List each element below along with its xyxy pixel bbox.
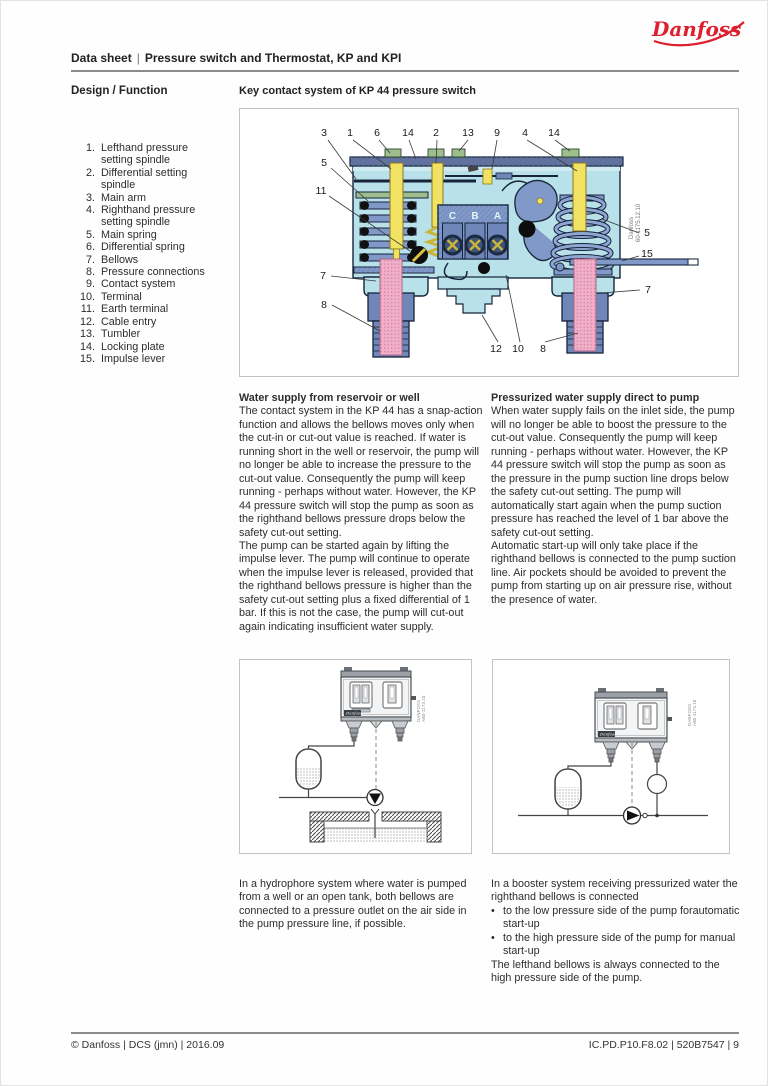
paragraph: The contact system in the KP 44 has a snap-action function and allows the bellows moves only when the cut-in or cut-out value is reached. If water is running short in the well or reservoir, the pump will no longer be able to increase the pressure to the cut-out value. Consequently the pump will keep running - perhaps without water. However, the KP 44 pressure switch will stop the pump as soon as the righthand bellows pressure drops below the safety cut-out setting. [239, 405, 483, 539]
callout-label: 7 [645, 284, 651, 296]
part-num: 15. [79, 352, 95, 365]
figure-hydrophore [239, 659, 472, 854]
header-rule [71, 70, 739, 72]
column-reservoir [239, 392, 483, 634]
caption-hydrophore [239, 878, 483, 932]
part-label: Locking plate [101, 340, 165, 353]
part-row [71, 142, 241, 167]
bullet-text: to the high pressure side of the pump for manual start-up [503, 931, 736, 958]
pump-icon [367, 790, 383, 806]
part-row [71, 241, 241, 253]
cable-entry [447, 289, 500, 313]
part-label: Differential setting spindle [101, 166, 188, 192]
part-row [71, 167, 241, 192]
part-row [71, 192, 241, 204]
danfoss-logo-text: Danfoss [652, 17, 742, 41]
pressure-tank [296, 749, 321, 798]
bullet-text: to the low pressure side of the pump forautomatic start-up [503, 904, 740, 931]
part-row [71, 204, 241, 229]
callout-label: 3 [321, 127, 327, 139]
column-heading: Pressurized water supply direct to pump [491, 392, 700, 404]
svg-text:DANFOSS: DANFOSS [416, 699, 421, 722]
part-label: Main spring [101, 228, 157, 241]
check-valve-icon [643, 813, 647, 817]
bullet-marker: • [491, 904, 495, 917]
part-num: 9. [85, 278, 95, 291]
callout-label: 15 [641, 248, 653, 260]
part-num: 8. [85, 266, 95, 279]
callout-label: 4 [522, 127, 528, 139]
callout-label: 6 [374, 127, 380, 139]
diagram-credit [629, 203, 642, 242]
caption-outro: The lefthand bellows is always connected to the high pressure side of the pump. [491, 958, 720, 985]
figure-hydrophore-svg [240, 660, 471, 853]
paragraph: Automatic start-up will only take place if the righthand bellows is connected to the pump suction line. Air pockets should be avoided to prevent the pump from starting up on air pressure rise, without the presence of water. [491, 539, 736, 606]
part-num: 10. [79, 290, 95, 303]
earth-terminal [410, 246, 428, 264]
left-spindle [390, 163, 403, 249]
callout-label: 14 [548, 127, 560, 139]
part-row [71, 316, 241, 328]
part-label: Impulse lever [101, 352, 166, 365]
danfoss-logo [649, 13, 749, 51]
part-label: Earth terminal [101, 303, 169, 316]
callout-label: 5 [321, 157, 327, 169]
paragraph: The pump can be started again by lifting the impulse lever. The pump will continue to operate when the impulse lever is released, provided that the righthand bellows pressure is higher than the safety cut-out setting plus a fixed differential of 1 bar. If this is not the case, the pump will cut-out again indicating insufficient water supply. [239, 539, 474, 633]
junction-dot [655, 814, 659, 818]
callout-label: 5 [644, 227, 650, 239]
callout-label: 8 [321, 299, 327, 311]
column-pressurized [491, 392, 739, 634]
switch-logo: Danfoss [600, 731, 617, 737]
bullet-item [491, 932, 741, 959]
main-diagram [239, 108, 739, 377]
callout-label: 9 [494, 127, 500, 139]
switch-logo: Danfoss [346, 710, 363, 716]
svg-text:DANFOSS: DANFOSS [687, 703, 692, 726]
footer-rule [71, 1032, 739, 1034]
terminal-screws [442, 235, 508, 256]
terminal-label: C [448, 211, 457, 222]
part-num: 14. [79, 340, 95, 353]
main-diagram-svg [240, 109, 738, 376]
callout-label: 12 [490, 343, 502, 355]
callout-label: 11 [315, 185, 327, 197]
part-num: 12. [79, 315, 95, 328]
callout-label: 13 [462, 127, 474, 139]
callout-label: 2 [433, 127, 439, 139]
foot-valve-icon [371, 809, 379, 814]
svg-text:A60-1173.10: A60-1173.10 [421, 695, 426, 722]
part-num: 2. [85, 166, 95, 179]
callout-label: 1 [347, 127, 353, 139]
part-num: 7. [85, 253, 95, 266]
text-columns [239, 392, 739, 634]
paragraph: When water supply fails on the inlet side, the pump will no longer be able to boost the pressure to the cut-out value. Consequently the pump will keep running - perhaps without water. However, the KP 44 pressure switch will stop the pump as soon as the pressure in the pump suction line drops below the safety cut-out setting. The pump will automatically start again when the pump suction pressure has reached the level of 1 bar above the safety cut-out setting. [491, 405, 735, 539]
part-num: 1. [85, 142, 95, 154]
bullet-item [491, 905, 741, 932]
part-row [71, 328, 241, 340]
part-num: 4. [85, 204, 95, 217]
svg-text:Danfoss: Danfoss [629, 216, 635, 239]
part-row [71, 341, 241, 353]
part-label: Terminal [101, 290, 142, 303]
header-separator: | [136, 51, 140, 65]
part-num: 6. [85, 241, 95, 254]
footer-left: © Danfoss | DCS (jmn) | 2016.09 [71, 1039, 225, 1051]
pressure-tank [555, 769, 581, 816]
doc-title: Pressure switch and Thermostat, KP and KPI [144, 51, 402, 65]
svg-text:A60-1174.10: A60-1174.10 [692, 699, 697, 726]
pressure-switch-drawing [341, 667, 416, 741]
right-spindle [573, 163, 586, 231]
part-row [71, 303, 241, 315]
part-row [71, 278, 241, 290]
part-row [71, 291, 241, 303]
part-num: 5. [85, 228, 95, 241]
figure-booster [492, 659, 730, 854]
part-label: Differential spring [101, 241, 185, 254]
part-label: Lefthand pressure setting spindle [101, 142, 189, 167]
figure-credit [416, 695, 426, 722]
part-row [71, 229, 241, 241]
air-vessel-icon [648, 775, 667, 794]
part-label: Bellows [101, 253, 139, 266]
caption-text: In a hydrophore system where water is pumped from a well or an open tank, both bellows are connected to a pressure outlet on the air side in the pump pressure line, if possible. [239, 878, 467, 931]
terminal-label: A [493, 211, 502, 222]
pipe-to-tank [568, 762, 611, 769]
part-num: 3. [85, 191, 95, 204]
callout-label: 14 [402, 127, 414, 139]
pump-icon [624, 807, 641, 824]
doc-type: Data sheet [71, 51, 132, 65]
part-row [71, 266, 241, 278]
part-num: 13. [79, 328, 95, 341]
caption-intro: In a booster system receiving pressurized water the righthand bellows is connected [491, 878, 738, 904]
part-row [71, 353, 241, 365]
part-row [71, 254, 241, 266]
callout-label: 8 [540, 343, 546, 355]
parts-list [71, 142, 241, 365]
part-label: Righthand pressure setting spindle [101, 204, 196, 229]
figure-credit [687, 699, 697, 726]
section-title: Design / Function [71, 85, 168, 97]
terminal-label: B [471, 211, 479, 222]
part-label: Tumbler [101, 328, 141, 341]
part-label: Cable entry [101, 315, 157, 328]
header-title-row [71, 51, 739, 65]
callout-label: 7 [320, 270, 326, 282]
part-label: Contact system [101, 278, 176, 291]
figure-booster-svg [493, 660, 729, 853]
caption-booster [491, 878, 741, 986]
pressure-switch-drawing [595, 688, 672, 762]
callout-label: 10 [512, 343, 524, 355]
column-heading: Water supply from reservoir or well [239, 392, 420, 404]
footer-right: IC.PD.P10.F8.02 | 520B7547 | 9 [588, 1039, 739, 1051]
svg-text:60-1175.12.10: 60-1175.12.10 [636, 203, 642, 242]
diagram-title: Key contact system of KP 44 pressure switch [239, 85, 477, 97]
part-num: 11. [80, 303, 95, 316]
bullet-marker: • [491, 931, 495, 944]
pipe-to-tank [309, 741, 355, 750]
part-label: Main arm [101, 191, 146, 204]
part-label: Pressure connections [101, 266, 205, 279]
